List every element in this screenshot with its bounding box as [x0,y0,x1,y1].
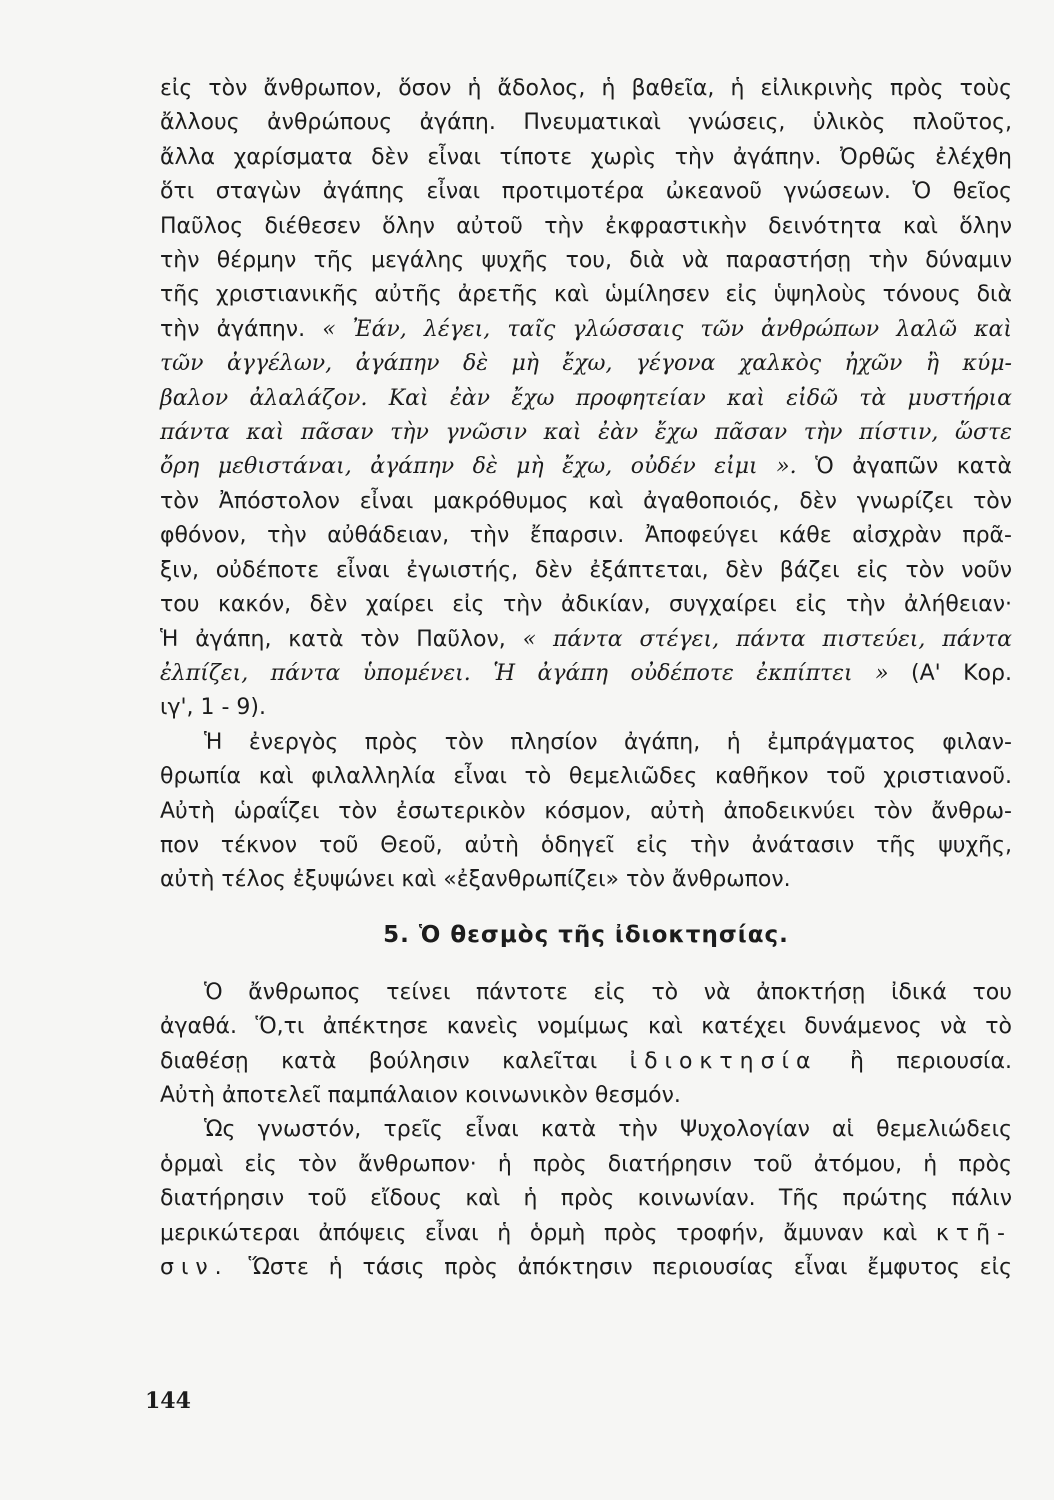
text-line: αὐτὴ τέλος ἐξυψώνει καὶ «ἐξανθρωπίζει» τὸν ἄνθρωπον. [160,867,791,893]
text-line: Παῦλος διέθεσεν ὅλην αὐτοῦ τὴν ἐκφραστικὴν δεινότητα καὶ ὅλην [160,213,1012,239]
text-line: εἰς τὸν ἄνθρωπον, ὅσον ἡ ἄδολος, ἡ βαθεῖα, ἡ εἰλικρινὴς πρὸς τοὺς [160,76,1012,101]
text-line: φθόνον, τὴν αὐθάδειαν, τὴν ἔπαρσιν. Ἀποφεύγει κάθε αἰσχρὰν πρᾶ- [160,523,1012,549]
text-run: ἢ περιουσία. [849,1048,1012,1074]
text-line: Αὐτὴ ὡραΐζει τὸν ἐσωτερικὸν κόσμον, αὐτὴ ἀποδεικνύει τὸν ἄνθρω- [160,798,1012,824]
text-line: ξιν, οὐδέποτε εἶναι ἐγωιστής, δὲν ἐξάπτεται, δὲν βάζει εἰς τὸν νοῦν [160,557,1012,583]
text-line: θρωπία καὶ φιλαλληλία εἶναι τὸ θεμελιῶδες καθῆκον τοῦ χριστιανοῦ. [160,764,1012,790]
paragraph-agape [160,72,1012,726]
text-line [160,623,1012,657]
scripture-quote: « Ἐάν, λέγει, ταῖς γλώσσαις τῶν ἀνθρώπων λαλῶ καὶ [322,316,1012,342]
text-line: τὴν θέρμην τῆς μεγάλης ψυχῆς του, διὰ νὰ παραστήσῃ τὴν δύναμιν [160,248,1012,274]
text-line [160,1045,1012,1079]
text-run: διαθέσῃ κατὰ βούλησιν καλεῖται [160,1048,598,1074]
text-line: ἀγαθά. Ὅ,τι ἀπέκτησε κανεὶς νομίμως καὶ κατέχει δυνάμενος νὰ τὸ [160,1014,1012,1040]
paragraph-philanthropy [160,726,1012,898]
text-run: μερικώτεραι ἀπόψεις εἶναι ἡ ὁρμὴ πρὸς τροφήν, ἄμυναν καὶ [160,1220,918,1246]
paragraph-instincts [160,1113,1012,1285]
text-line [160,1217,1012,1251]
citation: (Α' Κορ. [911,660,1012,686]
text-line: ἄλλα χαρίσματα δὲν εἶναι τίποτε χωρὶς τὴν ἀγάπην. Ὀρθῶς ἐλέχθη [160,144,1012,170]
emphasized-term: ἰδιοκτησία [629,1048,818,1074]
text-line: ὅτι σταγὼν ἀγάπης εἶναι προτιμοτέρα ὠκεανοῦ γνώσεων. Ὁ θεῖος [160,179,1012,205]
text-line: Ὡς γνωστόν, τρεῖς εἶναι κατὰ τὴν Ψυχολογίαν αἱ θεμελιώδεις [204,1117,1012,1143]
text-line [160,657,1012,691]
text-line: διατήρησιν τοῦ εἴδους καὶ ἡ πρὸς κοινωνίαν. Τῆς πρώτης πάλιν [160,1186,1012,1212]
scripture-quote-line: πάντα καὶ πᾶσαν τὴν γνῶσιν καὶ ἐὰν ἔχω πᾶσαν τὴν πίστιν, ὥστε [160,420,1012,446]
text-line: του κακόν, δὲν χαίρει εἰς τὴν ἀδικίαν, συγχαίρει εἰς τὴν ἀλήθειαν· [160,592,1012,618]
text-line: πον τέκνον τοῦ Θεοῦ, αὐτὴ ὁδηγεῖ εἰς τὴν ἀνάτασιν τῆς ψυχῆς, [160,832,1012,858]
text-line: Αὐτὴ ἀποτελεῖ παμπάλαιον κοινωνικὸν θεσμόν. [160,1082,681,1108]
text-line: ιγ', 1 - 9). [160,695,266,721]
text-line [160,1251,1012,1285]
text-run: Ὁ ἀγαπῶν κατὰ [815,454,1013,480]
text-line: Ἡ ἐνεργὸς πρὸς τὸν πλησίον ἀγάπη, ἡ ἐμπράγματος φιλαν- [204,729,1012,755]
emphasized-term: σιν. [160,1255,229,1280]
paragraph-property [160,976,1012,1114]
text-line: ὁρμαὶ εἰς τὸν ἄνθρωπον· ἡ πρὸς διατήρησιν τοῦ ἀτόμου, ἡ πρὸς [160,1151,1012,1177]
text-line: Ὁ ἄνθρωπος τείνει πάντοτε εἰς τὸ νὰ ἀποκτήσῃ ἰδικά του [204,979,1012,1005]
text-line [160,313,1012,347]
text-line: τῆς χριστιανικῆς αὐτῆς ἀρετῆς καὶ ὡμίλησεν εἰς ὑψηλοὺς τόνους διὰ [160,282,1012,308]
text-line [160,450,1012,484]
scripture-quote: ἐλπίζει, πάντα ὑπομένει. Ἡ ἀγάπη οὐδέποτε ἐκπίπτει » [160,660,889,686]
text-line: ἄλλους ἀνθρώπους ἀγάπη. Πνευματικαὶ γνώσεις, ὑλικὸς πλοῦτος, [160,110,1012,136]
scripture-quote-line: βαλον ἀλαλάζον. Καὶ ἐὰν ἔχω προφητείαν καὶ εἰδῶ τὰ μυστήρια [160,385,1012,411]
scripture-quote: ὄρη μεθιστάναι, ἀγάπην δὲ μὴ ἔχω, οὐδέν εἰμι ». [160,454,797,480]
text-line: τὸν Ἀπόστολον εἶναι μακρόθυμος καὶ ἀγαθοποιός, δὲν γνωρίζει τὸν [160,488,1012,514]
page-number: 144 [145,1388,191,1414]
emphasized-term: κτῆ- [935,1220,1012,1246]
book-page [160,72,1012,1472]
scripture-quote-line: τῶν ἀγγέλων, ἀγάπην δὲ μὴ ἔχω, γέγονα χαλκὸς ἠχῶν ἢ κύμ- [160,351,1012,377]
section-heading: 5. Ὁ θεσμὸς τῆς ἰδιοκτησίας. [383,921,789,948]
scripture-quote: « πάντα στέγει, πάντα πιστεύει, πάντα [522,626,1012,652]
text-run: Ἡ ἀγάπη, κατὰ τὸν Παῦλον, [160,626,506,652]
text-run: Ὥστε ἡ τάσις πρὸς ἀπόκτησιν περιουσίας εἶναι ἔμφυτος εἰς [248,1255,1012,1280]
text-run: τὴν ἀγάπην. [160,316,306,342]
